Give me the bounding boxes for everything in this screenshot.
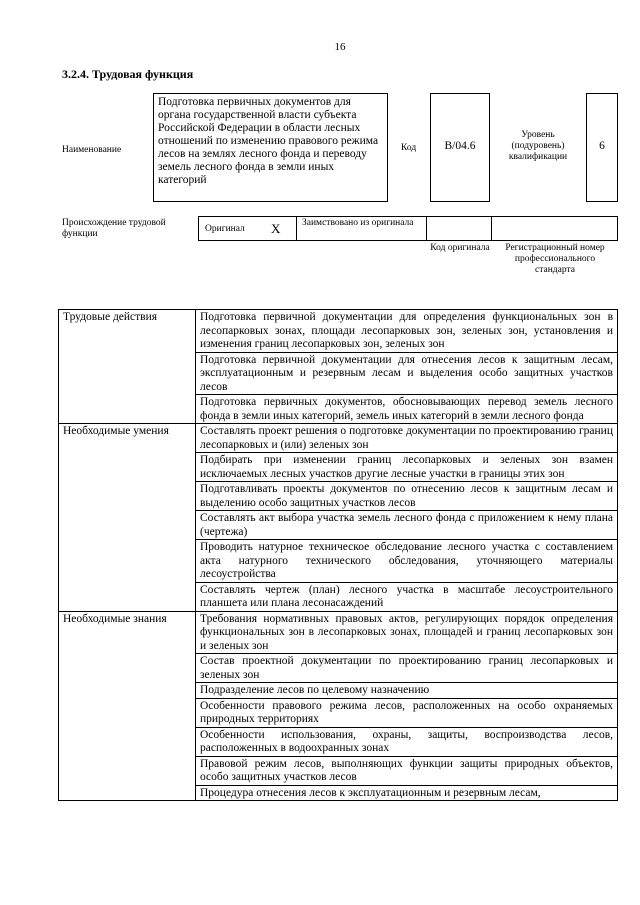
- origin-divider-2: [426, 216, 427, 241]
- code-box: [430, 93, 490, 202]
- table-cell: Процедура отнесения лесов к эксплуатационным и резервным лесам,: [196, 785, 618, 801]
- name-label: Наименование: [62, 145, 122, 155]
- table-cell: Составлять проект решения о подготовке документации по проектированию границ лесопарковых и (или) зеленых зон: [196, 424, 618, 453]
- page-number: 16: [334, 41, 346, 53]
- code-label: Код: [401, 143, 417, 153]
- table-row: [59, 424, 618, 453]
- function-name-value: Подготовка первичных документов для органа государственной власти субъекта Российской Федерации в области лесных отношений по изменению правового режима лесов на землях лесного фонда и переводу земель лесного фонда в земли иных категорий: [158, 96, 379, 186]
- code-original-label: Код оригинала: [430, 243, 490, 253]
- table-cell: Подготовка первичной документации для определения функциональных зон в лесопарковых зонах, площади лесопарковых зон, зеленых зон, установления и изменения границ лесопарковых зон, зеленых зон: [196, 310, 618, 353]
- table-cell: Подготавливать проекты документов по отнесению лесов к защитным лесам и выделению особо защитных участков лесов: [196, 482, 618, 511]
- origin-label: Происхождение трудовой функции: [62, 218, 166, 239]
- origin-divider-1: [296, 216, 297, 241]
- original-label: Оригинал: [205, 224, 245, 234]
- table-cell: Особенности правового режима лесов, расположенных на особо охраняемых природных территориях: [196, 698, 618, 727]
- table-cell: Подразделение лесов по целевому назначению: [196, 683, 618, 699]
- original-mark: X: [271, 221, 281, 236]
- category-cell: Трудовые действия: [59, 310, 196, 424]
- section-title: 3.2.4. Трудовая функция: [62, 67, 194, 81]
- table-cell: Требования нормативных правовых актов, регулирующих порядок определения функциональных зон в лесопарковых зонах, площадей и границ лесопарковых зон и зеленых зон: [196, 611, 618, 654]
- function-table: [58, 309, 618, 801]
- table-cell: Особенности использования, охраны, защиты, воспроизводства лесов, расположенных в водоохранных зонах: [196, 727, 618, 756]
- level-label: Уровень (подуровень) квалификации: [508, 130, 568, 162]
- table-cell: Составлять акт выбора участка земель лесного фонда с приложением к нему плана (чертежа): [196, 511, 618, 540]
- table-cell: Подбирать при изменении границ лесопарковых и зеленых зон взамен исключаемых лесных участков другие лесные участки в границы этих зон: [196, 453, 618, 482]
- table-cell: Правовой режим лесов, выполняющих функции защиты природных объектов, особо защитных участков лесов: [196, 756, 618, 785]
- category-cell: Необходимые знания: [59, 611, 196, 801]
- origin-divider-3: [491, 216, 492, 241]
- table-cell: Состав проектной документации по проектированию границ лесопарковых и зеленых зон: [196, 654, 618, 683]
- table-cell: Подготовка первичной документации для отнесения лесов к защитным лесам, эксплуатационным и резервным лесам и выделения особо защитных участков лесов: [196, 352, 618, 395]
- table-row: [59, 310, 618, 353]
- table-row: [59, 611, 618, 654]
- reg-number-label: Регистрационный номер профессионального стандарта: [505, 243, 605, 275]
- table-cell: Подготовка первичных документов, обосновывающих перевод земель лесного фонда в земли иных категорий, земель иных категорий в земли лесного фонда: [196, 395, 618, 424]
- borrowed-label: Заимствовано из оригинала: [302, 218, 414, 228]
- category-cell: Необходимые умения: [59, 424, 196, 612]
- function-name-box: [153, 93, 388, 202]
- table-cell: Составлять чертеж (план) лесного участка в масштабе лесоустроительного планшета или плана лесонасаждений: [196, 582, 618, 611]
- table-cell: Проводить натурное техническое обследование лесного участка с составлением акта натурного технического обследования, уточняющего материалы лесоустройства: [196, 540, 618, 583]
- level-box: [586, 93, 618, 202]
- code-value: B/04.6: [444, 140, 476, 152]
- level-value: 6: [599, 140, 605, 152]
